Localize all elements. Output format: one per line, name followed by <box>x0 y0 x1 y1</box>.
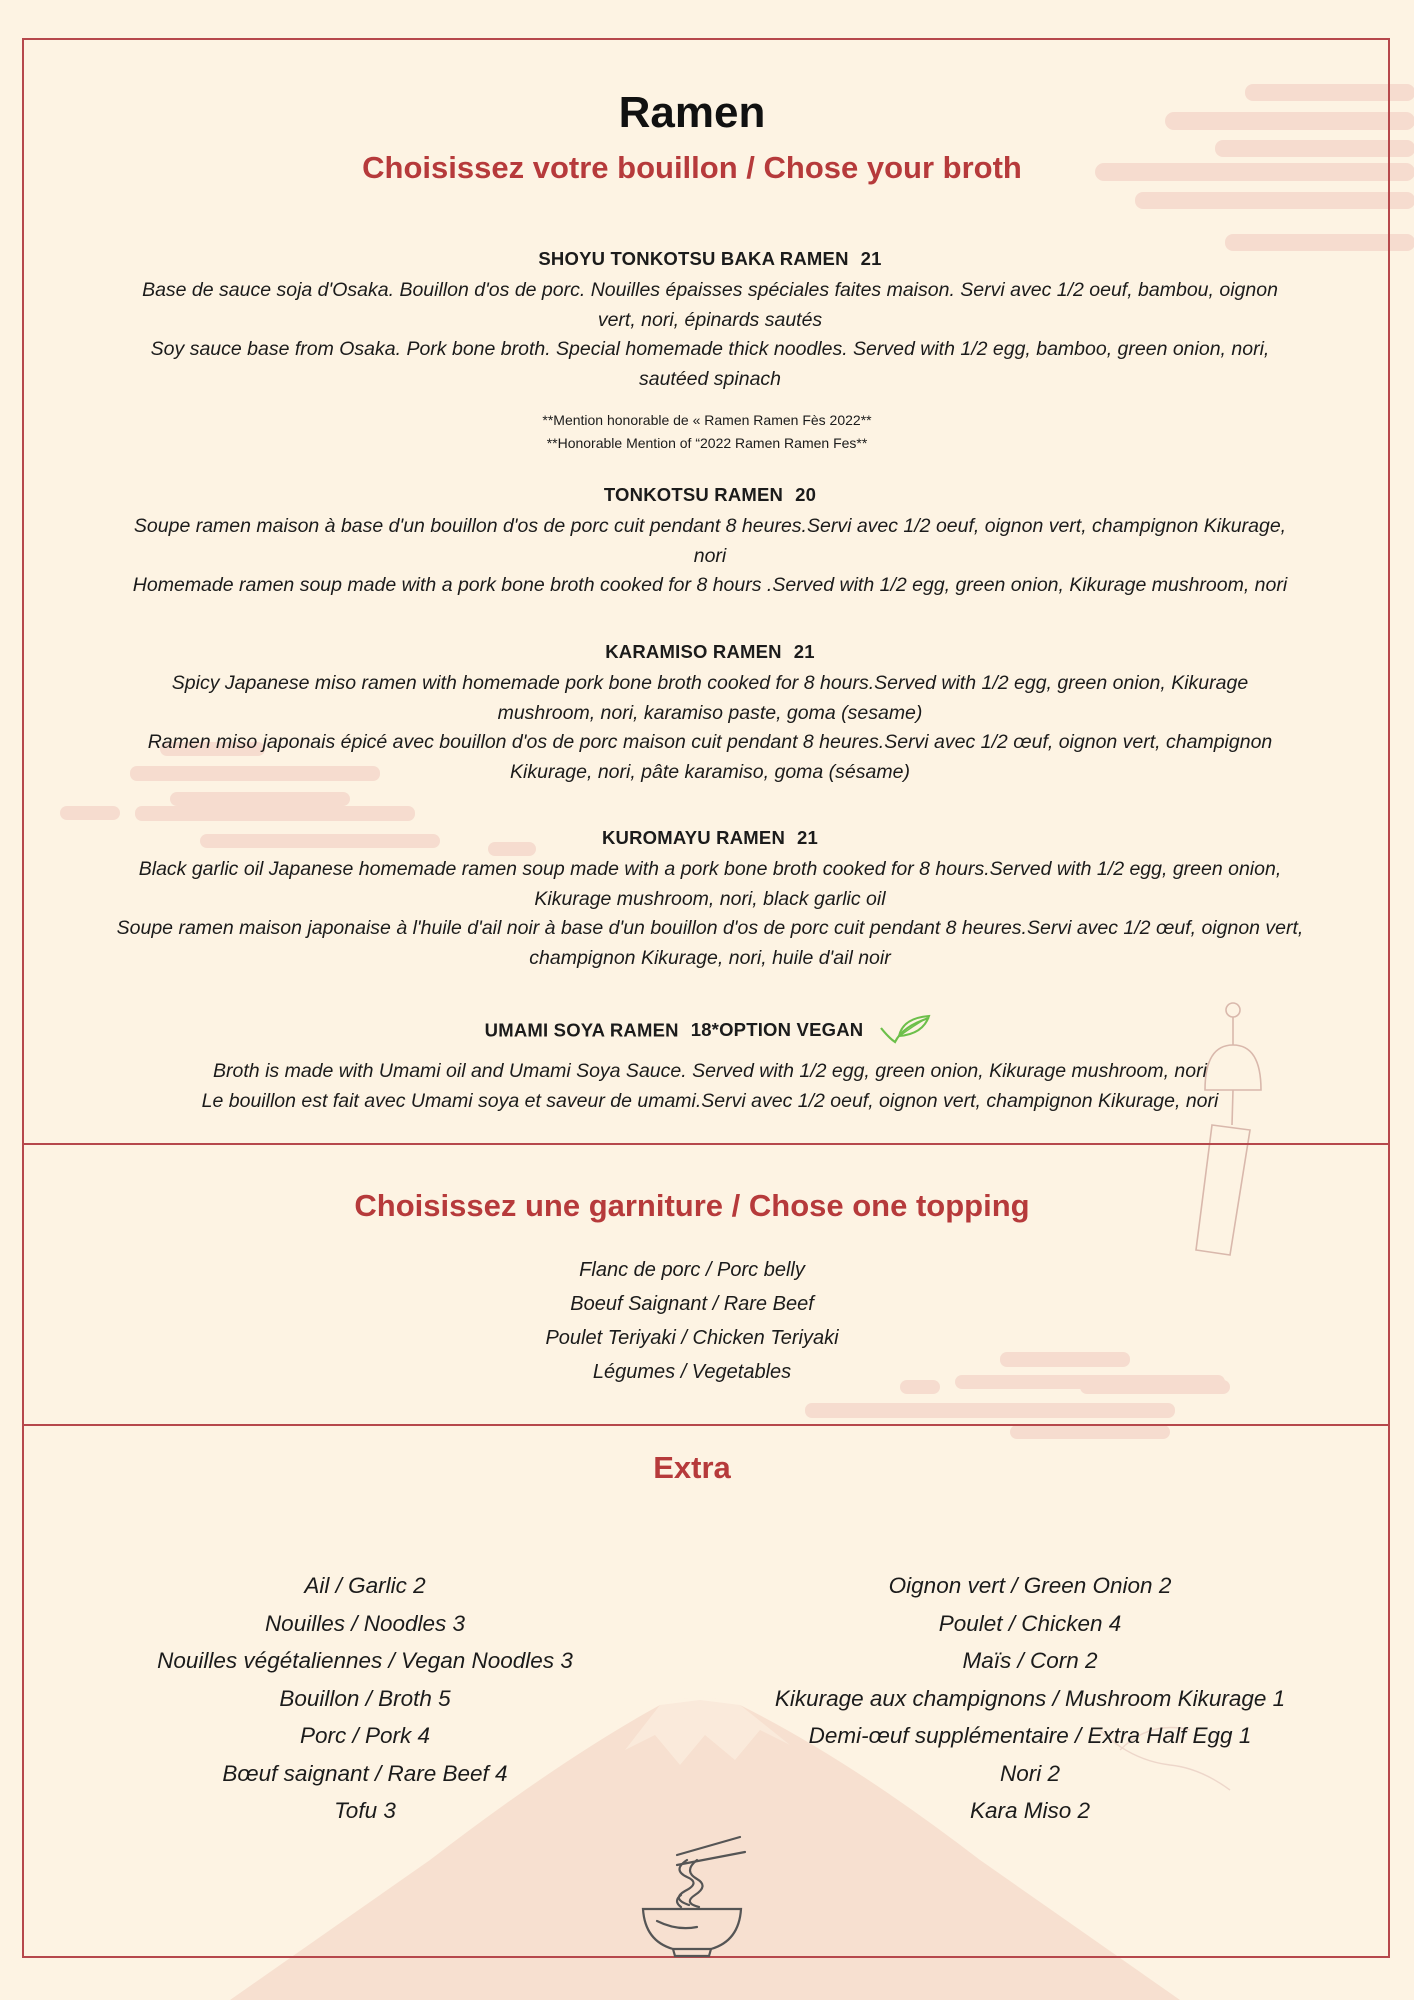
extra-item: Oignon vert / Green Onion 2 <box>888 1573 1172 1598</box>
extra-item: Nori 2 <box>999 1760 1061 1786</box>
dish-title: KARAMISO RAMEN <box>605 641 782 662</box>
mention-line: **Honorable Mention of “2022 Ramen Ramen Fes** <box>546 435 868 451</box>
dish-description <box>60 1057 1360 1116</box>
dish-item <box>60 641 1360 787</box>
description-line: champignon Kikurage, nori, huile d'ail noir <box>529 946 891 969</box>
extra-item: Tofu 3 <box>334 1798 396 1823</box>
dish-description <box>60 276 1360 394</box>
description-line: Kikurage, nori, pâte karamiso, goma (sésame) <box>510 760 910 783</box>
dish-name <box>60 248 1360 270</box>
description-line: Homemade ramen soup made with a pork bone broth cooked for 8 hours .Served with 1/2 egg, green onion, Kikurage mushroom, nori <box>132 574 1288 596</box>
description-line: Soupe ramen maison à base d'un bouillon d'os de porc cuit pendant 8 heures.Servi avec 1/2 oeuf, oignon vert, champignon Kikurage, <box>133 515 1287 537</box>
dish-description <box>60 669 1360 787</box>
dish-price: 18*OPTION VEGAN <box>690 1019 864 1041</box>
description-line: Soupe ramen maison japonaise à l'huile d'ail noir à base d'un bouillon d'os de porc cuit pendant 8 heures.Servi avec 1/2 œuf, oignon vert, <box>116 917 1304 939</box>
description-line: sautéed spinach <box>638 367 782 390</box>
dish-price: 20 <box>795 484 817 505</box>
topping-item: Légumes / Vegetables <box>592 1361 792 1383</box>
extra-item: Kara Miso 2 <box>969 1798 1091 1823</box>
description-line: nori <box>693 544 727 567</box>
extra-heading: Extra <box>653 1450 731 1485</box>
dish-item <box>60 484 1360 601</box>
description-line: Black garlic oil Japanese homemade ramen soup made with a pork bone broth cooked for 8 hours.Served with 1/2 egg, green onion, <box>138 858 1282 880</box>
extra-item: Porc / Pork 4 <box>299 1723 431 1748</box>
description-line: Kikurage mushroom, nori, black garlic oil <box>534 887 886 910</box>
description-line: mushroom, nori, karamiso paste, goma (sesame) <box>497 701 923 724</box>
broth-heading: Choisissez votre bouillon / Chose your broth <box>362 150 1022 185</box>
extra-item: Kikurage aux champignons / Mushroom Kikurage 1 <box>774 1685 1286 1711</box>
dish-item <box>60 827 1360 973</box>
extra-item: Ail / Garlic 2 <box>304 1573 426 1598</box>
dish-title: TONKOTSU RAMEN <box>603 484 784 505</box>
description-line: Le bouillon est fait avec Umami soya et saveur de umami.Servi avec 1/2 oeuf, oignon vert, champignon Kikurage, nori <box>201 1089 1219 1112</box>
extra-item: Nouilles végétaliennes / Vegan Noodles 3 <box>157 1648 573 1673</box>
dish-description <box>60 512 1360 601</box>
leaf-icon <box>877 1012 935 1051</box>
dish-price: 21 <box>860 248 882 269</box>
extra-item: Bouillon / Broth 5 <box>279 1685 451 1711</box>
dish-name <box>60 827 1360 849</box>
description-line: Spicy Japanese miso ramen with homemade pork bone broth cooked for 8 hours.Served with 1/2 egg, green onion, Kikurage <box>171 672 1249 694</box>
topping-item: Boeuf Saignant / Rare Beef <box>570 1293 814 1315</box>
topping-item: Poulet Teriyaki / Chicken Teriyaki <box>545 1327 839 1349</box>
description-line: Broth is made with Umami oil and Umami Soya Sauce. Served with 1/2 egg, green onion, Kikurage mushroom, nori <box>213 1060 1207 1082</box>
extra-list-left <box>80 1567 650 1830</box>
mention-line: **Mention honorable de « Ramen Ramen Fès 2022** <box>542 412 872 428</box>
dish-title: KUROMAYU RAMEN <box>602 827 786 848</box>
extra-item: Poulet / Chicken 4 <box>938 1610 1122 1636</box>
section-divider <box>22 1424 1390 1426</box>
page-title: Ramen <box>618 88 766 137</box>
section-divider <box>22 1143 1390 1145</box>
dish-item <box>60 248 1360 394</box>
extra-item: Bœuf saignant / Rare Beef 4 <box>222 1760 508 1786</box>
dish-name <box>60 641 1360 663</box>
dish-item <box>60 1012 1360 1116</box>
ramen-bowl-icon <box>637 1825 747 1960</box>
description-line: Base de sauce soja d'Osaka. Bouillon d'os de porc. Nouilles épaisses spéciales faites maison. Servi avec 1/2 oeuf, bambou, oignon <box>142 279 1278 301</box>
dish-description <box>60 855 1360 973</box>
award-mention <box>0 409 1414 455</box>
dish-name <box>60 484 1360 506</box>
extra-item: Maïs / Corn 2 <box>962 1648 1098 1673</box>
dish-title: UMAMI SOYA RAMEN <box>484 1019 679 1041</box>
extra-list-right <box>730 1567 1330 1830</box>
extra-item: Nouilles / Noodles 3 <box>264 1610 466 1636</box>
topping-heading: Choisissez une garniture / Chose one topping <box>354 1188 1030 1223</box>
topping-list <box>0 1253 1384 1389</box>
description-line: vert, nori, épinards sautés <box>597 308 823 331</box>
topping-item: Flanc de porc / Porc belly <box>579 1259 805 1281</box>
dish-price: 21 <box>797 827 818 848</box>
description-line: Ramen miso japonais épicé avec bouillon d'os de porc maison cuit pendant 8 heures.Servi avec 1/2 œuf, oignon vert, champignon <box>147 731 1273 753</box>
dish-price: 21 <box>793 641 815 662</box>
dish-title: SHOYU TONKOTSU BAKA RAMEN <box>538 248 849 269</box>
dish-name <box>60 1012 1360 1051</box>
description-line: Soy sauce base from Osaka. Pork bone broth. Special homemade thick noodles. Served with 1/2 egg, bamboo, green onion, nori, <box>150 338 1270 360</box>
extra-item: Demi-œuf supplémentaire / Extra Half Egg 1 <box>808 1723 1252 1748</box>
